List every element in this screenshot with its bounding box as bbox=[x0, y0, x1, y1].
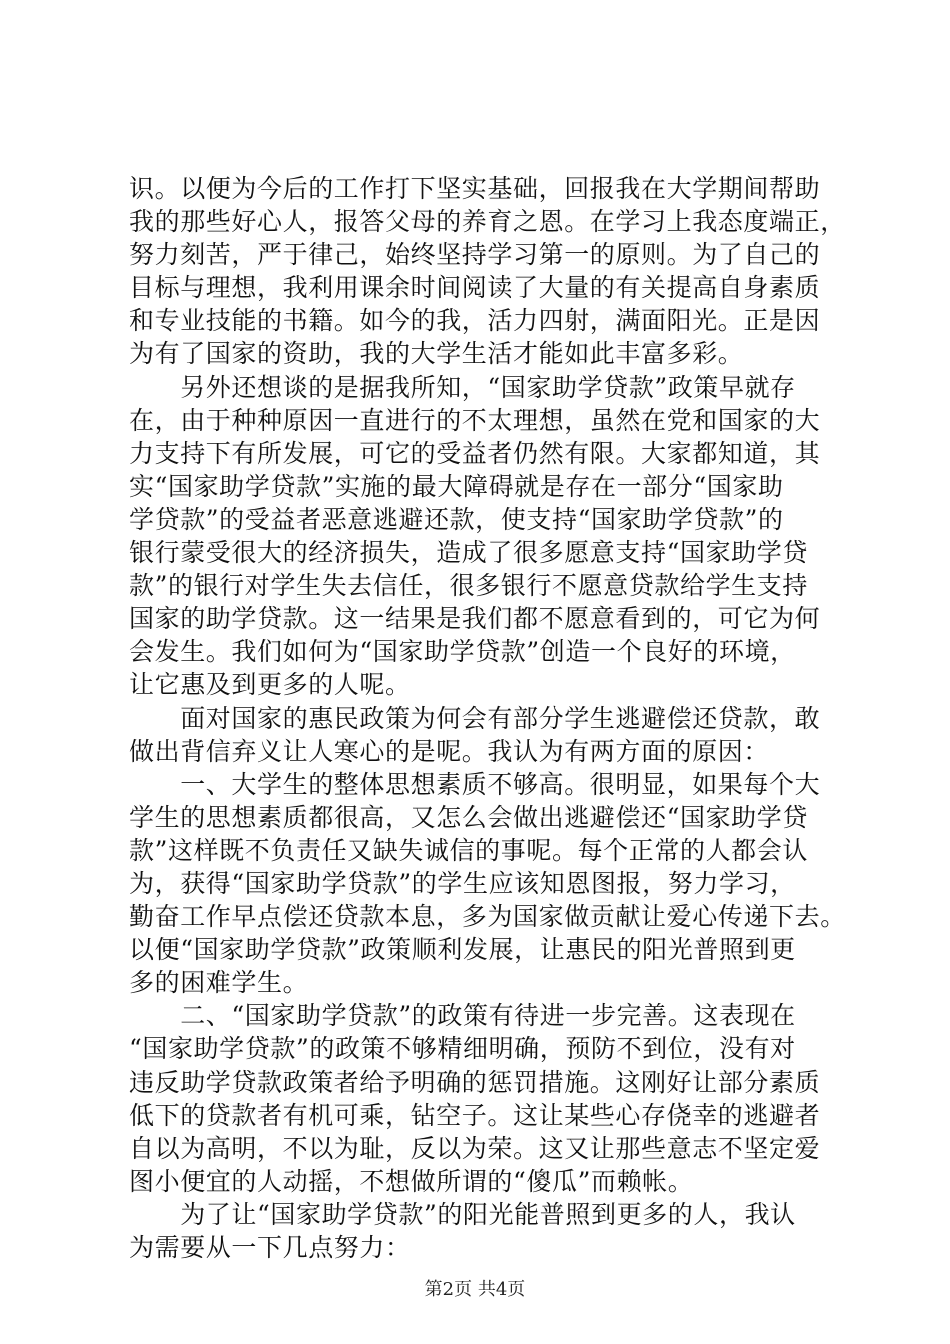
text-line: 以便“国家助学贷款”政策顺利发展，让惠民的阳光普照到更 bbox=[129, 935, 796, 965]
text-line: 学生的思想素质都很高，又怎么会做出逃避偿还“国家助学贷 bbox=[129, 802, 808, 832]
text-line: 为，获得“国家助学贷款”的学生应该知恩图报，努力学习， bbox=[129, 868, 796, 898]
text-line: 银行蒙受很大的经济损失，造成了很多愿意支持“国家助学贷 bbox=[129, 538, 808, 568]
text-line: 自以为高明，不以为耻，反以为荣。这又让那些意志不坚定爱 bbox=[129, 1133, 821, 1163]
text-line: 一、大学生的整体思想素质不够高。很明显，如果每个大 bbox=[129, 769, 821, 799]
text-line: “国家助学贷款”的政策不够精细明确，预防不到位，没有对 bbox=[129, 1034, 796, 1064]
text-line: 我的那些好心人，报答父母的养育之恩。在学习上我态度端正， bbox=[129, 207, 846, 237]
text-line: 图小便宜的人动摇，不想做所谓的“傻瓜”而赖帐。 bbox=[129, 1166, 694, 1196]
text-line: 为了让“国家助学贷款”的阳光能普照到更多的人，我认 bbox=[129, 1199, 796, 1229]
text-line: 做出背信弃义让人寒心的是呢。我认为有两方面的原因： bbox=[129, 736, 770, 766]
text-line: 低下的贷款者有机可乘，钻空子。这让某些心存侥幸的逃避者 bbox=[129, 1100, 821, 1130]
text-line: 款”这样既不负责任又缺失诚信的事呢。每个正常的人都会认 bbox=[129, 835, 808, 865]
text-line: 另外还想谈的是据我所知，“国家助学贷款”政策早就存 bbox=[129, 372, 796, 402]
text-line: 学贷款”的受益者恶意逃避还款，使支持“国家助学贷款”的 bbox=[129, 504, 784, 534]
text-line: 勤奋工作早点偿还贷款本息，多为国家做贡献让爱心传递下去。 bbox=[129, 902, 846, 932]
text-line: 力支持下有所发展，可它的受益者仍然有限。大家都知道，其 bbox=[129, 438, 821, 468]
text-line: 和专业技能的书籍。如今的我，活力四射，满面阳光。正是因 bbox=[129, 306, 821, 336]
text-line: 实“国家助学贷款”实施的最大障碍就是存在一部分“国家助 bbox=[129, 471, 784, 501]
text-line: 努力刻苦，严于律己，始终坚持学习第一的原则。为了自己的 bbox=[129, 240, 821, 270]
body-text bbox=[129, 172, 846, 1264]
text-line: 目标与理想，我利用课余时间阅读了大量的有关提高自身素质 bbox=[129, 273, 821, 303]
text-line: 识。以便为今后的工作打下坚实基础，回报我在大学期间帮助 bbox=[129, 174, 821, 203]
text-line: 二、“国家助学贷款”的政策有待进一步完善。这表现在 bbox=[129, 1001, 796, 1031]
text-line: 为有了国家的资助，我的大学生活才能如此丰富多彩。 bbox=[129, 339, 744, 369]
text-line: 多的困难学生。 bbox=[129, 968, 309, 998]
text-line: 为需要从一下几点努力： bbox=[129, 1233, 411, 1262]
text-line: 国家的助学贷款。这一结果是我们都不愿意看到的，可它为何 bbox=[129, 604, 821, 634]
text-line: 违反助学贷款政策者给予明确的惩罚措施。这刚好让部分素质 bbox=[129, 1067, 821, 1097]
page-footer: 第2页 共4页 bbox=[424, 1279, 526, 1300]
text-line: 会发生。我们如何为“国家助学贷款”创造一个良好的环境， bbox=[129, 637, 796, 667]
text-line: 让它惠及到更多的人呢。 bbox=[129, 670, 411, 700]
text-line: 款”的银行对学生失去信任，很多银行不愿意贷款给学生支持 bbox=[129, 571, 808, 601]
text-line: 面对国家的惠民政策为何会有部分学生逃避偿还贷款，敢 bbox=[129, 703, 821, 733]
text-line: 在，由于种种原因一直进行的不太理想，虽然在党和国家的大 bbox=[129, 405, 821, 435]
